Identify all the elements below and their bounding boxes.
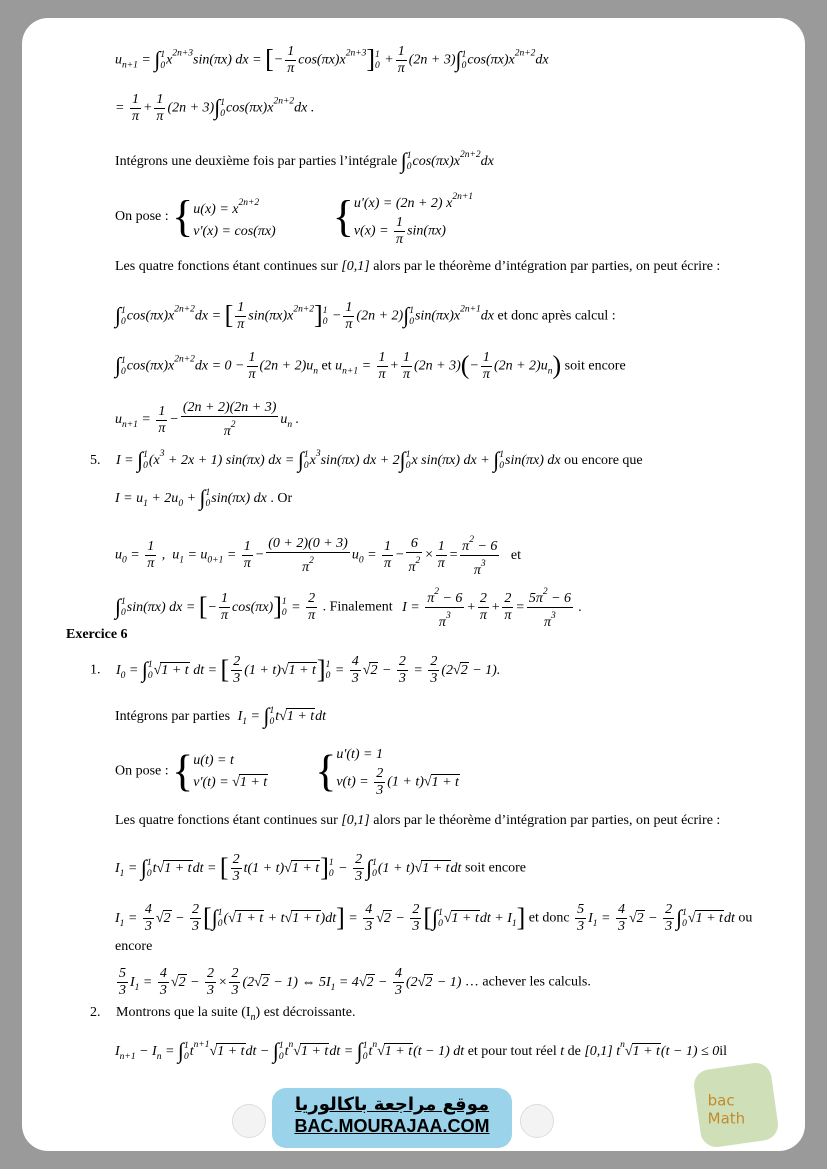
on-pose-system-2: On pose : { u(t) = t v'(t) = √1 + t { u'(t) = 1 v(t) = $\frac{2}{3}$ (1 + t)√1 + t: [115, 746, 459, 798]
text-integrons-parties: Intégrons par parties $I_1$ = ∫ 1 0 t√1 + tdt: [115, 703, 327, 729]
text-et: et: [321, 358, 332, 374]
text-theoreme: alors par le théorème d’intégration par parties, on peut écrire :: [373, 259, 721, 274]
text-et-donc: et donc: [528, 910, 570, 926]
equation-ipp-cos: ∫ 1 0 $\cos(\pi x)x^{2n+2}dx$ = [ $\frac{1}{\pi}$ $\sin(\pi x)x^{2n+2}$] 1 0 − $\frac{1}{\pi}$ (2n + 2)∫ 1 0 $\sin(\pi x)x^{2n+1}dx$ et donc après calcul :: [115, 300, 616, 332]
text-continues: Les quatre fonctions étant continues sur: [115, 259, 338, 274]
on-pose-system-1: On pose : { $u(x) = x^{2n+2}$ v'(x) = cos(πx) { u'(x) = (2n + 2) $x^{2n+1}$ v(x) = $\frac{1}{\pi}$ sin(πx): [115, 192, 473, 247]
text-ou: ou: [738, 910, 753, 926]
equation-difference: $I_{n+1} - I_n$ = ∫ 1 0 $t^{n+1}√1$ + tdt − ∫ 1 0 $t^n√1$ + tdt = ∫ 1 0 $t^n√1 + t(t - 1)$ dt et pour tout réel t de [0,1] $t^n√1 + t(t - 1) \le 0il$: [115, 1038, 728, 1063]
equation-I1: $I_1$ = ∫ 1 0 t√1 + tdt = [ $\frac{2}{3}$ t(1 + t)√1 + t] 1 0 − $\frac{2}{3}$ ∫ 1 0 (1 + t)√1 + tdt soit encore: [115, 852, 526, 884]
banner-url-link[interactable]: BAC.MOURAJAA.COM: [294, 1116, 490, 1136]
text-integrons-par-parties: Intégrons par parties: [115, 709, 231, 725]
bacmath-logo: [692, 1061, 780, 1149]
text-continues-1: Les quatre fonctions étant continues sur [0,1] alors par le théorème d’intégration par parties, on peut écrire :: [115, 259, 721, 274]
text-soit-encore: soit encore: [564, 358, 626, 374]
text-integrons-deuxieme: Intégrons une deuxième fois par parties l’intégrale ∫ 1 0 $\cos(\pi x)x^{2n+2}dx$: [115, 148, 494, 173]
bacmath-logo-text: bac Math: [707, 1091, 746, 1128]
site-banner[interactable]: [272, 1088, 512, 1148]
equation-I1-expanded: $I_1$ = $\frac{4}{3}$ √2 − $\frac{2}{3}$ [∫ 1 0 (√1 + t + t√1 + t)dt] = $\frac{4}{3}$ √2 − $\frac{2}{3}$ [∫ 1 0 √1 + tdt + $I_1$] et donc $\frac{5}{3}$ $I_1$ = $\frac{4}{3}$ √2 − $\frac{2}{3}$ ∫ 1 0 √1 + tdt ou: [115, 902, 753, 934]
text-continues-2: Les quatre fonctions étant continues sur [0,1] alors par le théorème d’intégration par parties, on peut écrire :: [115, 813, 721, 828]
text-achever: … achever les calculs.: [464, 974, 591, 990]
number-1: 1.: [90, 662, 101, 678]
text-donc-calcul: et donc après calcul :: [497, 308, 616, 324]
equation-I-sum: $I = u_1 + 2u_0$ + ∫ 1 0 sin(πx) dx . Or: [115, 485, 293, 511]
text-de: de: [567, 1044, 581, 1059]
text-soit-encore-2: soit encore: [464, 860, 526, 876]
equation-finalement: ∫ 1 0 sin(πx) dx = [− $\frac{1}{\pi}$ cos(πx)] 1 0 = $\frac{2}{\pi}$ . Finalement I = $\frac{\pi^2 - 6}{\pi^3}$ + $\frac{2}{\pi}$ + $\frac{2}{\pi}$ = $\frac{5\pi^2 - 6}{\pi^3}$ .: [115, 584, 582, 631]
equation-recurrence: $u_{n+1}$ = $\frac{1}{\pi}$ − $\frac{(2n + 2)(2n + 3)}{\pi^2}$ $u_n$ .: [115, 400, 300, 439]
exercise-6-title: Exercice 6: [66, 627, 128, 642]
left-logo-icon: [232, 1104, 266, 1138]
question-5-line: 5. I = ∫ 1 0 $(x^3 + 2x + 1)$ sin(πx) dx = ∫ 1 0 $x^3\sin(\pi x)$ dx + 2∫ 1 0 x sin(πx) dx + ∫ 1 0 sin(πx) dx ou encore que: [90, 447, 643, 472]
number-2: 2.: [90, 1005, 101, 1020]
text-or: . Or: [270, 491, 293, 507]
text-integrons: Intégrons une deuxième fois par parties l’intégrale: [115, 154, 398, 169]
text-il: il: [719, 1044, 728, 1059]
number-5: 5.: [90, 453, 101, 468]
equation-result-u-n: ∫ 1 0 $\cos(\pi x)x^{2n+2}dx = 0$ − $\frac{1}{\pi}$ $(2n + 2)u_n$ et $u_{n+1}$ = $\frac{1}{\pi}$ + $\frac{1}{\pi}$ (2n + 3)(− $\frac{1}{\pi}$ $(2n + 2)u_n$) soit encore: [115, 350, 626, 382]
text-theoreme-b: alors par le théorème d’intégration par parties, on peut écrire :: [373, 813, 721, 828]
equation-u-n-plus-1: $u_{n+1}$ = ∫ 1 0 $x^{2n+3}\sin(\pi x)$ dx = [− $\frac{1}{\pi}$ $\cos(\pi x)x^{2n+3}$] 1 0 + $\frac{1}{\pi}$ (2n + 3)∫ 1 0 $\cos(\pi x)x^{2n+2}dx$: [115, 44, 549, 76]
question-2-line: 2. Montrons que la suite $(I_n)$ est décroissante.: [90, 1005, 356, 1023]
equation-5I1: $\frac{5}{3}$ $I_1$ = $\frac{4}{3}$ √2 − $\frac{2}{3}$ × $\frac{2}{3}$ (2√2 − 1) ⇔ $5I_1 = 4√2$ − $\frac{4}{3}$ (2√2 − 1) … achever les calculs.: [119, 966, 591, 998]
question-1-line: 1. $I_0$ = ∫ 1 0 √1 + t dt = [ $\frac{2}{3}$ (1 + t)√1 + t] 1 0 = $\frac{4}{3}$ √2 − $\frac{2}{3}$ = $\frac{2}{3}$ (2√2 − 1).: [90, 654, 501, 686]
text-et-2: et: [510, 547, 521, 563]
text-pour-tout: et pour tout réel: [467, 1044, 557, 1059]
on-pose-label-2: On pose :: [115, 763, 169, 779]
text-continues-b: Les quatre fonctions étant continues sur: [115, 813, 338, 828]
text-finalement: . Finalement: [322, 599, 393, 615]
right-logo-icon: [520, 1104, 554, 1138]
on-pose-label: On pose :: [115, 209, 169, 225]
text-montrons: Montrons que la suite (I: [116, 1005, 251, 1020]
text-ou-encore-que: ou encore que: [564, 453, 643, 468]
banner-arabic-text: موقع مراجعة باكالوريا: [294, 1094, 490, 1115]
text-encore: encore: [115, 939, 153, 954]
equation-u0-u1: $u_0$ = $\frac{1}{\pi}$ , $u_1 = u_{0+1}$ = $\frac{1}{\pi}$ − $\frac{(0 + 2)(0 + 3)}{\pi^2}$ $u_0$ = $\frac{1}{\pi}$ − $\frac{6}{\pi^2}$ × $\frac{1}{\pi}$ = $\frac{\pi^2 - 6}{\pi^3}$ et: [115, 532, 521, 579]
text-montrons-end: ) est décroissante.: [255, 1005, 356, 1020]
equation-line-2: = $\frac{1}{\pi}$ + $\frac{1}{\pi}$ (2n + 3)∫ 1 0 $\cos(\pi x)x^{2n+2}dx$ .: [115, 92, 315, 124]
